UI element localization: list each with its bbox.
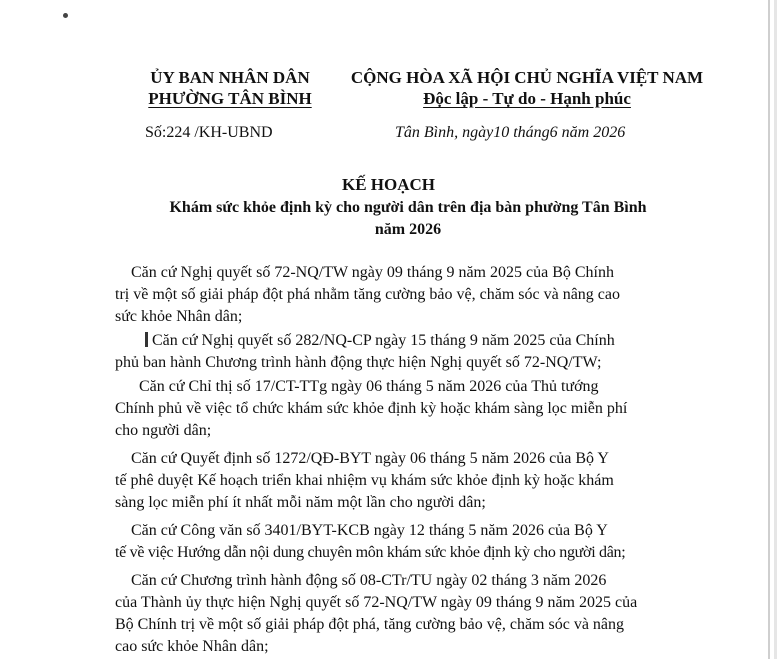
paragraph-1	[115, 262, 715, 328]
subtitle-line-2: năm 2026	[374, 221, 442, 238]
org-line-2: PHƯỜNG TÂN BÌNH	[148, 89, 312, 108]
paragraph-line: cho người dân;	[115, 422, 212, 439]
paragraph-line: Căn cứ Chương trình hành động số 08-CTr/TU ngày 02 tháng 3 năm 2026	[115, 572, 607, 589]
paragraph-line: Bộ Chính trị về một số giải pháp đột phá, tăng cường bảo vệ, chăm sóc và nâng	[115, 616, 625, 633]
page-edge	[768, 0, 770, 659]
document-subtitle	[128, 197, 688, 241]
paragraph-line: Chính phủ về việc tổ chức khám sức khỏe định kỳ hoặc khám sàng lọc miễn phí	[115, 400, 628, 417]
paragraph-line-first	[115, 330, 715, 352]
document-number: Số:224 /KH-UBND	[145, 124, 273, 141]
nation-line-2: Độc lập - Tự do - Hạnh phúc	[423, 89, 631, 108]
paragraph-line: Căn cứ Nghị quyết số 282/NQ-CP ngày 15 tháng 9 năm 2025 của Chính	[152, 332, 615, 349]
text-cursor-icon	[145, 332, 148, 347]
paragraph-line: Căn cứ Công văn số 3401/BYT-KCB ngày 12 tháng 5 năm 2026 của Bộ Y	[115, 522, 608, 539]
paragraph-4	[115, 448, 715, 514]
paragraph-line: của Thành ủy thực hiện Nghị quyết số 72-NQ/TW ngày 09 tháng 9 năm 2025 của	[115, 594, 638, 611]
document-title: KẾ HOẠCH	[341, 175, 436, 194]
document-date: Tân Bình, ngày10 tháng6 năm 2026	[395, 124, 626, 141]
paragraph-3	[115, 376, 715, 442]
paragraph-line: cao sức khỏe Nhân dân;	[115, 638, 269, 655]
org-line-1: ỦY BAN NHÂN DÂN	[150, 68, 310, 87]
paragraph-2	[115, 330, 715, 374]
scan-speck	[63, 13, 68, 18]
national-motto	[342, 67, 712, 109]
paragraph-line: Căn cứ Nghị quyết số 72-NQ/TW ngày 09 tháng 9 năm 2025 của Bộ Chính	[115, 264, 614, 281]
paragraph-5	[115, 520, 715, 564]
subtitle-line-1: Khám sức khỏe định kỳ cho người dân trên địa bàn phường Tân Bình	[169, 199, 647, 216]
paragraph-line: sức khỏe Nhân dân;	[115, 308, 243, 325]
issuing-organization	[120, 67, 340, 109]
paragraph-line: tế phê duyệt Kế hoạch triển khai nhiệm vụ khám sức khỏe định kỳ hoặc khám	[115, 472, 614, 489]
paragraph-line: Căn cứ Chỉ thị số 17/CT-TTg ngày 06 tháng 5 năm 2026 của Thủ tướng	[115, 378, 599, 395]
paragraph-line: trị về một số giải pháp đột phá nhằm tăng cường bảo vệ, chăm sóc và nâng cao	[115, 286, 620, 303]
paragraph-line: tế về việc Hướng dẫn nội dung chuyên môn khám sức khỏe định kỳ cho người dân;	[115, 544, 626, 561]
paragraph-6	[115, 570, 715, 658]
paragraph-line: phủ ban hành Chương trình hành động thực hiện Nghị quyết số 72-NQ/TW;	[115, 354, 602, 371]
paragraph-line: sàng lọc miễn phí ít nhất mỗi năm một lần cho người dân;	[115, 494, 486, 511]
paragraph-line: Căn cứ Quyết định số 1272/QĐ-BYT ngày 06 tháng 5 năm 2026 của Bộ Y	[115, 450, 609, 467]
nation-line-1: CỘNG HÒA XÃ HỘI CHỦ NGHĨA VIỆT NAM	[350, 68, 704, 87]
